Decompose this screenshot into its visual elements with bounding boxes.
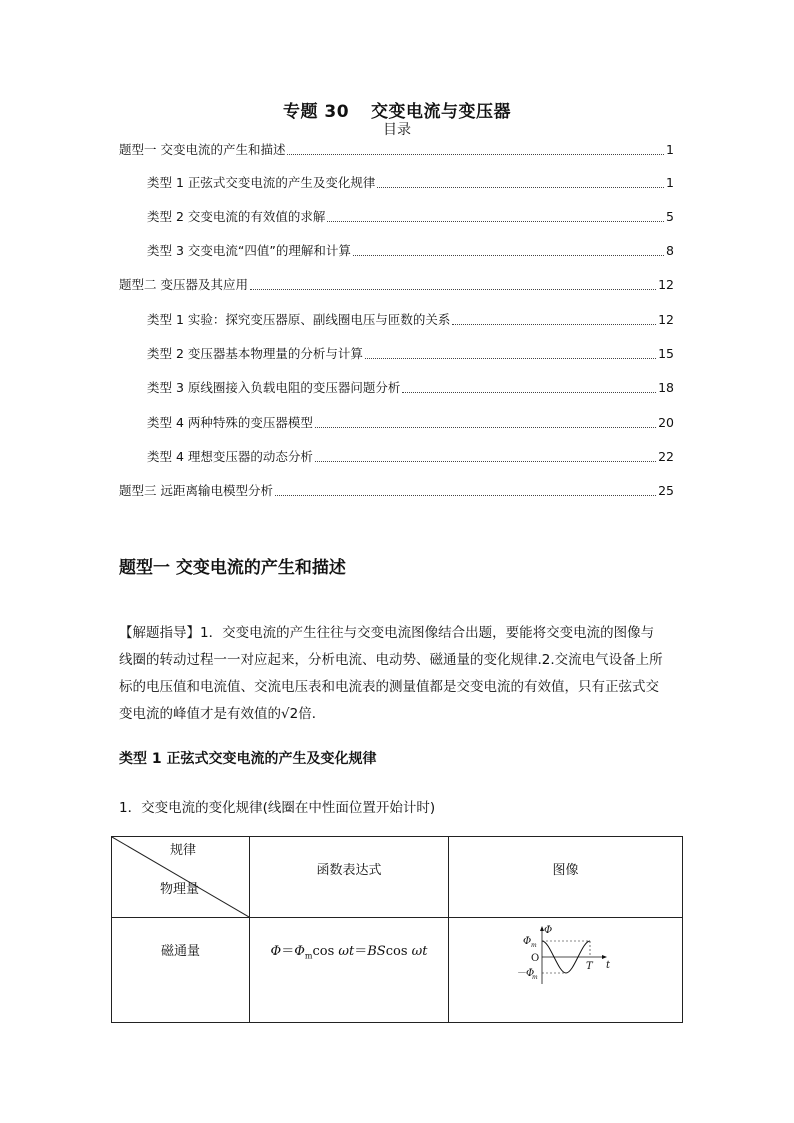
- guide-line-4: [119, 701, 679, 728]
- toc-leader-dots: [327, 211, 664, 222]
- toc-entry[interactable]: [0, 172, 794, 192]
- header-formula: 函数表达式: [250, 837, 449, 918]
- guide-line-4-text: 变电流的峰值才是有效值的: [119, 706, 281, 722]
- toc-entry-page: 25: [658, 482, 674, 498]
- guide-line-1: 【解题指导】1．交变电流的产生往往与交变电流图像结合出题，要能将交变电流的图像与: [119, 625, 655, 641]
- diag-label-quantity: 物理量: [160, 882, 200, 897]
- toc-entry-page: 1: [666, 174, 674, 190]
- graph-label-phim: Φ: [522, 936, 531, 947]
- toc-leader-dots: [452, 314, 656, 325]
- toc-leader-dots: [287, 144, 664, 155]
- toc-leader-dots: [353, 245, 664, 256]
- guide-line-2: 线圈的转动过程一一对应起来，分析电流、电动势、磁通量的变化规律.2.交流电气设备上所: [119, 652, 663, 668]
- graph-label-neg-phim: －Φ: [515, 968, 534, 979]
- toc-entry[interactable]: [0, 206, 794, 226]
- section-heading: 题型一 交变电流的产生和描述: [119, 558, 346, 578]
- graph-label-phi: Φ: [543, 925, 552, 936]
- toc-entry-label: 类型 2 变压器基本物理量的分析与计算: [147, 346, 363, 361]
- toc-entry-page: 15: [658, 345, 674, 361]
- title-main: 交变电流与变压器: [371, 102, 512, 122]
- toc-entry[interactable]: [0, 240, 794, 260]
- toc-entry-label: 题型三 远距离输电模型分析: [119, 483, 273, 498]
- toc-entry[interactable]: [0, 377, 794, 397]
- flux-graph-cell: [449, 918, 683, 1023]
- graph-label-period: T: [585, 961, 593, 972]
- graph-label-time: t: [605, 960, 610, 971]
- toc-entry-page: 1: [666, 141, 674, 157]
- toc-leader-dots: [315, 417, 656, 428]
- toc-entry-page: 22: [658, 448, 674, 464]
- table-header-row: [112, 837, 683, 918]
- toc-entry-label: 类型 1 实验：探究变压器原、副线圈电压与匝数的关系: [147, 312, 451, 327]
- graph-label-phim-sub: m: [530, 942, 537, 949]
- toc-leader-dots: [250, 279, 656, 290]
- list-item: 1．交变电流的变化规律(线圈在中性面位置开始计时): [119, 800, 436, 816]
- toc-entry[interactable]: [0, 446, 794, 466]
- diag-label-rule: 规律: [170, 843, 197, 858]
- toc-entry[interactable]: [0, 274, 794, 294]
- guide-line-3: 标的电压值和电流值、交流电压表和电流表的测量值都是交变电流的有效值，只有正弦式交: [119, 679, 659, 695]
- toc-entry-label: 题型二 变压器及其应用: [119, 277, 248, 292]
- toc-entry-page: 12: [658, 311, 674, 327]
- toc-leader-dots: [377, 177, 664, 188]
- flux-formula: $\Phi=\Phi_m\cos$ ωt＝BScos ωt: [250, 918, 449, 1023]
- guide-line-4-tail: 倍．: [298, 706, 326, 722]
- toc-leader-dots: [315, 451, 656, 462]
- toc-entry-page: 5: [666, 208, 674, 224]
- toc-entry-page: 8: [666, 242, 674, 258]
- toc-entry-page: 12: [658, 276, 674, 292]
- toc-entry-label: 类型 2 交变电流的有效值的求解: [147, 209, 326, 224]
- toc-leader-dots: [365, 348, 656, 359]
- toc-entry[interactable]: [0, 139, 794, 159]
- toc-leader-dots: [402, 382, 656, 393]
- flux-cosine-graph: [516, 924, 616, 988]
- graph-label-origin: O: [530, 953, 539, 964]
- header-graph: 图像: [449, 837, 683, 918]
- toc-entry-label: 题型一 交变电流的产生和描述: [119, 142, 286, 157]
- toc-entry-label: 类型 3 原线圈接入负载电阻的变压器问题分析: [147, 380, 401, 395]
- toc-entry-page: 18: [658, 379, 674, 395]
- toc-entry-label: 类型 4 理想变压器的动态分析: [147, 449, 313, 464]
- table-row: [112, 918, 683, 1023]
- type-1-heading: 类型 1 正弦式交变电流的产生及变化规律: [119, 751, 377, 767]
- graph-label-neg-phim-sub: m: [531, 974, 538, 981]
- toc-leader-dots: [275, 485, 656, 496]
- toc-entry-label: 类型 4 两种特殊的变压器模型: [147, 415, 313, 430]
- toc-entry[interactable]: [0, 412, 794, 432]
- toc-entry-page: 20: [658, 414, 674, 430]
- toc-entry-label: 类型 3 交变电流“四值”的理解和计算: [147, 243, 351, 258]
- sqrt-two: √2: [281, 706, 299, 722]
- toc-heading: 目录: [383, 122, 411, 138]
- toc-entry[interactable]: [0, 309, 794, 329]
- x-arrow-icon: [602, 955, 607, 959]
- law-table: [111, 836, 683, 1023]
- toc-entry[interactable]: [0, 343, 794, 363]
- row-label-flux: 磁通量: [112, 918, 250, 1023]
- diagonal-header-cell: [112, 837, 250, 918]
- toc-entry-label: 类型 1 正弦式交变电流的产生及变化规律: [147, 175, 376, 190]
- title-prefix: 专题 30: [282, 102, 350, 122]
- toc-entry[interactable]: [0, 480, 794, 500]
